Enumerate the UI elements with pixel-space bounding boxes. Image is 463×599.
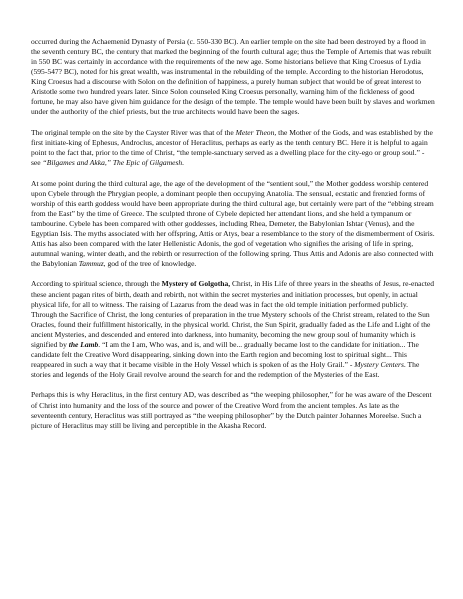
paragraph-golgotha bbox=[31, 279, 435, 379]
text-run: . “I am the I am, Who was, and is, and will be... gradually became lost to the candidate for initiation... The candidate felt the Creative Word disappearing, sinking down into the Earth region and becoming lost to spiritual sight... This reappeared in such a way that it became visible in the Holy Vessel which is spoken of as the Holy Grail.” - bbox=[31, 339, 419, 369]
text-run: . The stories and legends of the Holy Grail revolve around the search for and the redemption of the Mysteries of the East. bbox=[31, 359, 420, 379]
text-run: Perhaps this is why Heraclitus, in the first century AD, was described as “the weeping philosopher,” for he was aware of the Descent of Christ into humanity and the loss of the source and power of the Creative Word from the ancient temples. As late as the seventeenth century, Heraclitus was still portrayed as “the weeping philosopher” by the Dutch painter Johannes Moreelse. Such a picture of Heraclitus may still be living and perceptible in the Akasha Record. bbox=[31, 390, 432, 430]
text-run: the Mother of the Gods, and was established by the first initiate-king of Ephesus, Androclus, ancestor of Heraclitus, perhaps as early as the tenth century BC. Here it is helpful to again point to the fact that, prior to the time of Christ, “the temple-sanctuary served as a dwelling place for the city-ego or group soul.” - see bbox=[31, 127, 433, 168]
document-page bbox=[31, 37, 435, 441]
text-run: At some point during the third cultural age, the age of the development of the “sentient soul,” the Mother goddess worship centered upon Cybele through the Phrygian people, a dominant people then occupying Anatolia. The sensual, ecstatic and frenzied forms of worship of this earth goddess would have been appropriate during the third cultural age, but certainly were part of the “ebbing stream from the East” by the time of Greece. The sculpted throne of Cybele depicted her attendant lions, and she held a tympanum or tambourine. Cybele has been compared with other goddesses, including Rhea, Demeter, the Babylonian Ishtar (Venus), and the Egyptian Isis. The myths associated with her offspring, Attis or Atys, bear a resemblance to the story of the dismemberment of Osiris. Attis has also been compared with the later Hellenistic Adonis, the god of vegetation who signifies the arising of life in spring, autumnal waning, winter death, and the rebirth or resurrection of the following spring. Thus Attis and Adonis are also connected with the Babylonian bbox=[31, 178, 435, 268]
italic-citation: “Bilgames and Akka,” The Epic of Gilgamesh. bbox=[42, 158, 185, 168]
italic-text-run: Tammuz, bbox=[78, 258, 106, 268]
paragraph-cybele bbox=[31, 179, 435, 269]
bold-text-run: Mystery of Golgotha, bbox=[161, 279, 231, 289]
text-run: The original temple on the site by the Cayster River was that of the bbox=[31, 127, 236, 137]
paragraph-weeping-philosopher bbox=[31, 390, 435, 430]
text-run: Christ, in His Life of three years in the sheaths of Jesus, re-enacted these ancient pagan rites of birth, death and rebirth, not within the secret mysteries and initiation processes, but openly, in actual physical life, for all to witness. The raising of Lazarus from the dead was in fact the old temple initiation performed publicly. Through the Sacrifice of Christ, the long centuries of preparation in the true Mystery schools of the Christ stream, related to the Sun Oracles, found their fulfillment historically, in the physical world. Christ, the Sun Spirit, gradually faded as the Life and Light of the ancient Mysteries, and descended and entered into darkness, into humanity, becoming the new group soul of humanity which is signified by bbox=[31, 279, 435, 349]
text-run: According to spiritual science, through the bbox=[31, 279, 162, 289]
paragraph-meter-theon bbox=[31, 128, 435, 168]
paragraph-croesus-temple bbox=[31, 37, 435, 117]
text-run: occurred during the Achaemenid Dynasty of Persia (c. 550-330 BC). An earlier temple on the site had been destroyed by a flood in the seventh century BC, the century that marked the beginning of the fourth cultural age; thus the Temple of Artemis that was rebuilt in 550 BC was certainly in accordance with the requirements of the new age. Some historians believe that King Croesus of Lydia (595-547? BC), noted for his great wealth, was instrumental in the rebuilding of the temple. According to the historian Herodotus, King Croesus had a discourse with Solon on the definition of happiness, a purely human subject that would be of great interest to Aristotle some two hundred years later. Since Solon counseled King Croesus personally, warning him of the fickleness of good fortune, he may also have given him guidance for the design of the temple. The temple would have been built by slaves and workmen under the authority of the chief priests, but the true architects would have been the sages. bbox=[31, 37, 435, 117]
bold-italic-text-run: the Lamb bbox=[68, 339, 99, 349]
text-run: god of the tree of knowledge. bbox=[105, 258, 197, 268]
italic-text-run: Meter Theon, bbox=[235, 127, 277, 137]
italic-citation: Mystery Centers bbox=[354, 359, 404, 369]
